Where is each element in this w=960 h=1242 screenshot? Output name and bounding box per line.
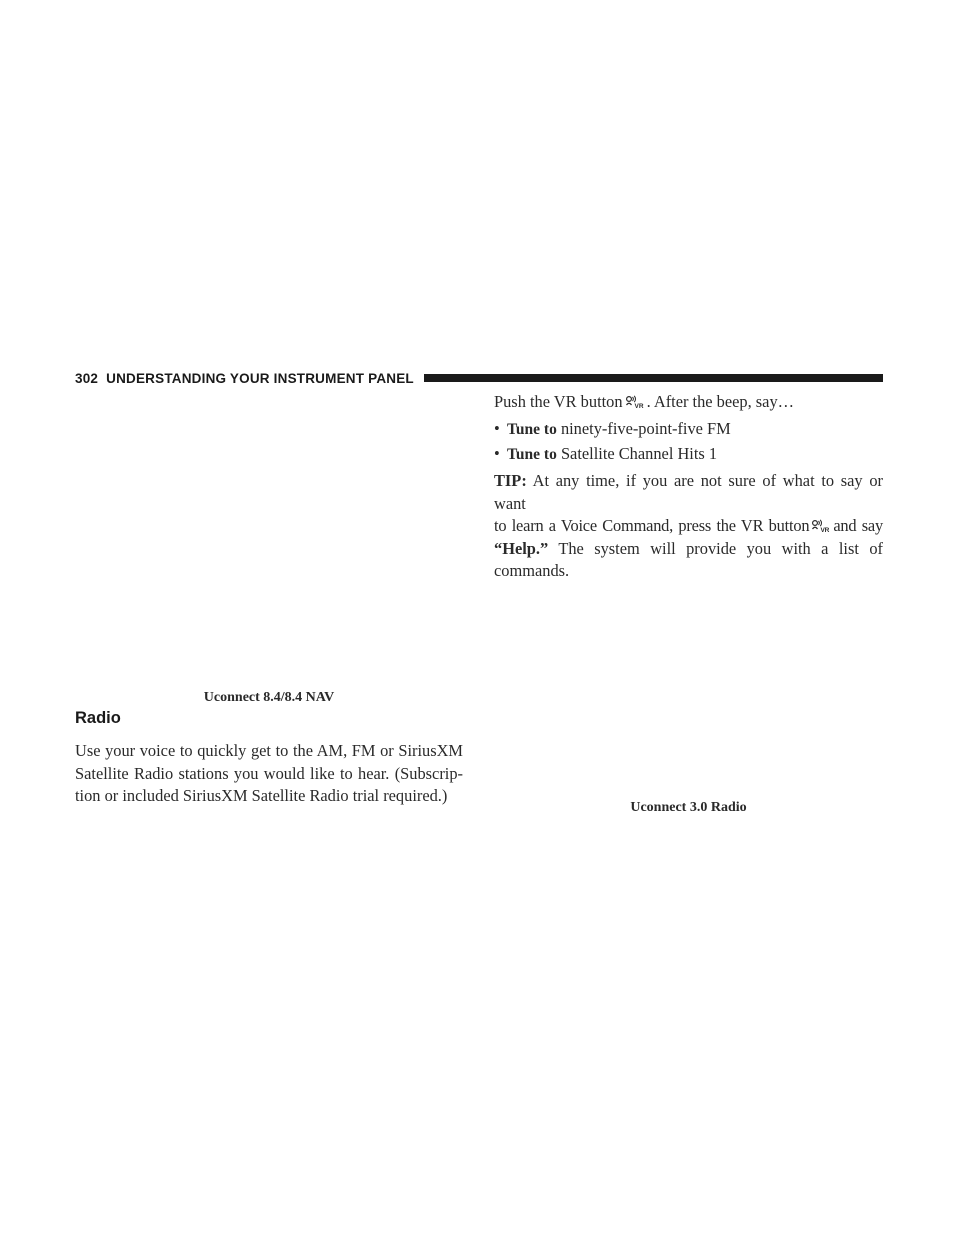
figure-uconnect-8-4 bbox=[75, 395, 463, 685]
tip-line: “Help.” The system will provide you with a list of bbox=[494, 538, 883, 558]
svg-text:VR: VR bbox=[634, 403, 644, 409]
page-header bbox=[75, 368, 883, 388]
radio-heading: Radio bbox=[75, 709, 121, 727]
bullet-dot: • bbox=[494, 419, 500, 438]
radio-paragraph-line: Use your voice to quickly get to the AM, FM or SiriusXM bbox=[75, 741, 463, 760]
tip-label: TIP: bbox=[494, 471, 527, 490]
help-command: “Help.” bbox=[494, 538, 549, 558]
list-item: • Tune to ninety-five-point-five FM bbox=[494, 419, 731, 438]
list-item: • Tune to Satellite Channel Hits 1 bbox=[494, 444, 718, 463]
page-number: 302 bbox=[75, 370, 99, 386]
figure-uconnect-3-0 bbox=[494, 560, 883, 795]
radio-paragraph-line: tion or included SiriusXM Satellite Radio trial required.) bbox=[75, 786, 448, 805]
vr-instruction: Push the VR button VR . After the beep, say… bbox=[494, 392, 795, 411]
tip-line: to learn a Voice Command, press the VR button VR and say bbox=[494, 516, 884, 535]
bullet-dot: • bbox=[494, 444, 500, 463]
voice-recognition-icon bbox=[811, 519, 831, 533]
section-title: UNDERSTANDING YOUR INSTRUMENT PANEL bbox=[106, 370, 414, 386]
figure-caption-uconnect-3-0: Uconnect 3.0 Radio bbox=[630, 800, 747, 815]
tip-line: TIP: At any time, if you are not sure of what to say or want bbox=[494, 471, 883, 513]
svg-text:VR: VR bbox=[820, 527, 830, 533]
radio-paragraph bbox=[75, 740, 463, 808]
radio-paragraph-line: Satellite Radio stations you would like to hear. (Subscrip- bbox=[75, 763, 463, 783]
tip-line: commands. bbox=[494, 561, 570, 580]
voice-recognition-icon bbox=[625, 395, 645, 409]
figure-caption-uconnect-8-4: Uconnect 8.4/8.4 NAV bbox=[203, 690, 335, 705]
header-rule bbox=[424, 374, 883, 382]
